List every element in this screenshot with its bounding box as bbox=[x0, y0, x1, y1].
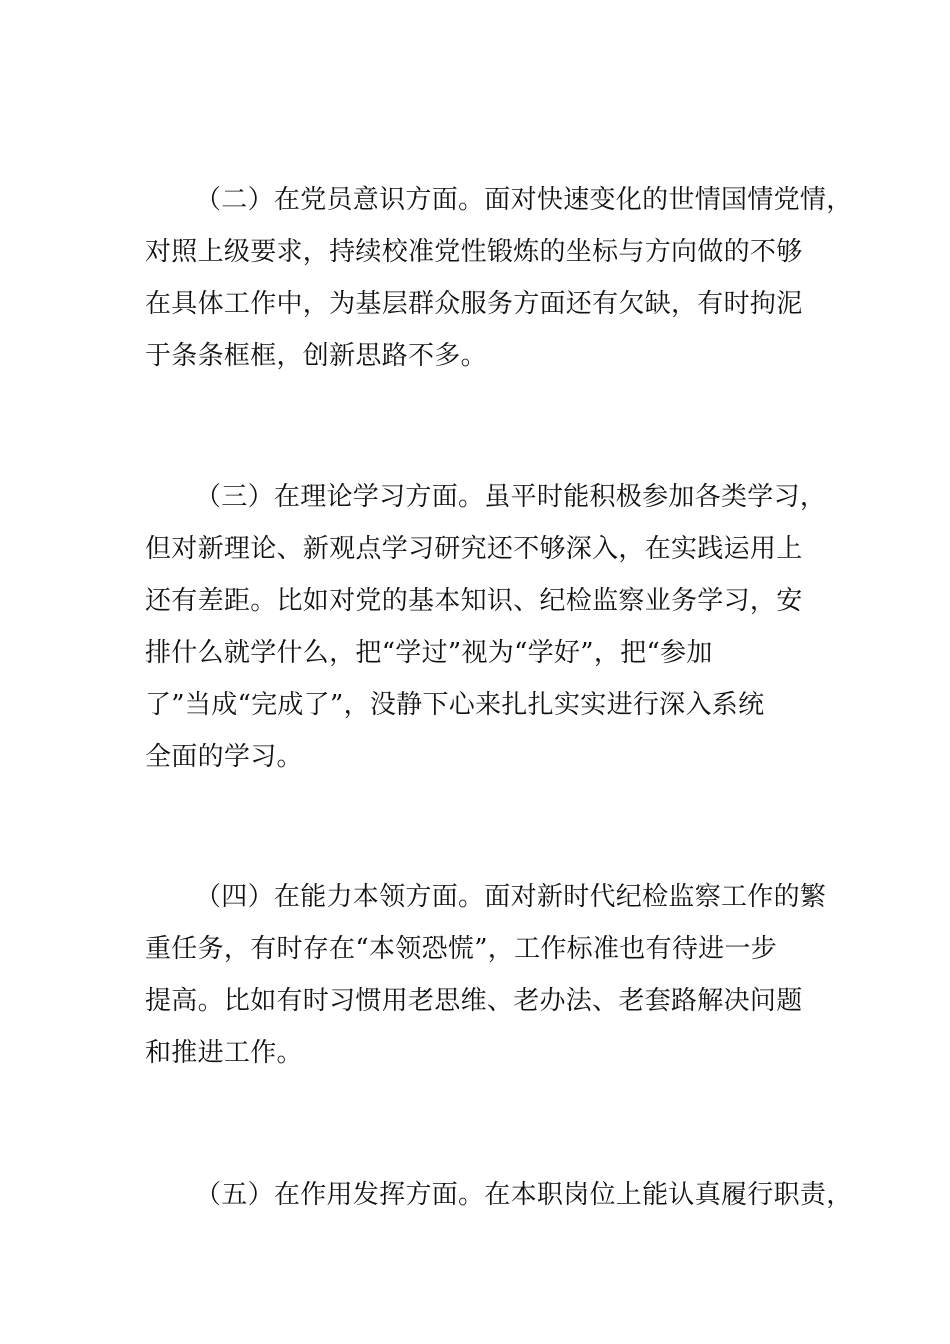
paragraph-line: 全面的学习。 bbox=[145, 742, 303, 772]
paragraph-capability bbox=[145, 871, 835, 1079]
paragraph-party-member-awareness bbox=[145, 174, 853, 382]
paragraph-line: 了”当成“完成了”，没静下心来扎扎实实进行深入系统 bbox=[145, 690, 765, 720]
paragraph-line: （四）在能力本领方面。面对新时代纪检监察工作的繁 bbox=[195, 882, 827, 912]
paragraph-line: 但对新理论、新观点学习研究还不够深入，在实践运用上 bbox=[145, 534, 803, 564]
paragraph-line: 在具体工作中，为基层群众服务方面还有欠缺，有时拘泥 bbox=[145, 289, 803, 319]
paragraph-line: 还有差距。比如对党的基本知识、纪检监察业务学习，安 bbox=[145, 586, 803, 616]
paragraph-line: 和推进工作。 bbox=[145, 1038, 303, 1068]
paragraph-theory-study bbox=[145, 471, 835, 783]
paragraph-line: 对照上级要求，持续校准党性锻炼的坐标与方向做的不够 bbox=[145, 237, 803, 267]
paragraph-role-performance bbox=[145, 1169, 853, 1221]
paragraph-line: 于条条框框，创新思路不多。 bbox=[145, 341, 487, 371]
paragraph-line: 提高。比如有时习惯用老思维、老办法、老套路解决问题 bbox=[145, 986, 803, 1016]
paragraph-line: 重任务，有时存在“本领恐慌”，工作标准也有待进一步 bbox=[145, 934, 778, 964]
paragraph-line: （二）在党员意识方面。面对快速变化的世情国情党情， bbox=[195, 185, 853, 215]
paragraph-line: （五）在作用发挥方面。在本职岗位上能认真履行职责， bbox=[195, 1180, 853, 1210]
paragraph-line: （三）在理论学习方面。虽平时能积极参加各类学习， bbox=[195, 482, 827, 512]
paragraph-line: 排什么就学什么，把“学过”视为“学好”，把“参加 bbox=[145, 638, 713, 668]
